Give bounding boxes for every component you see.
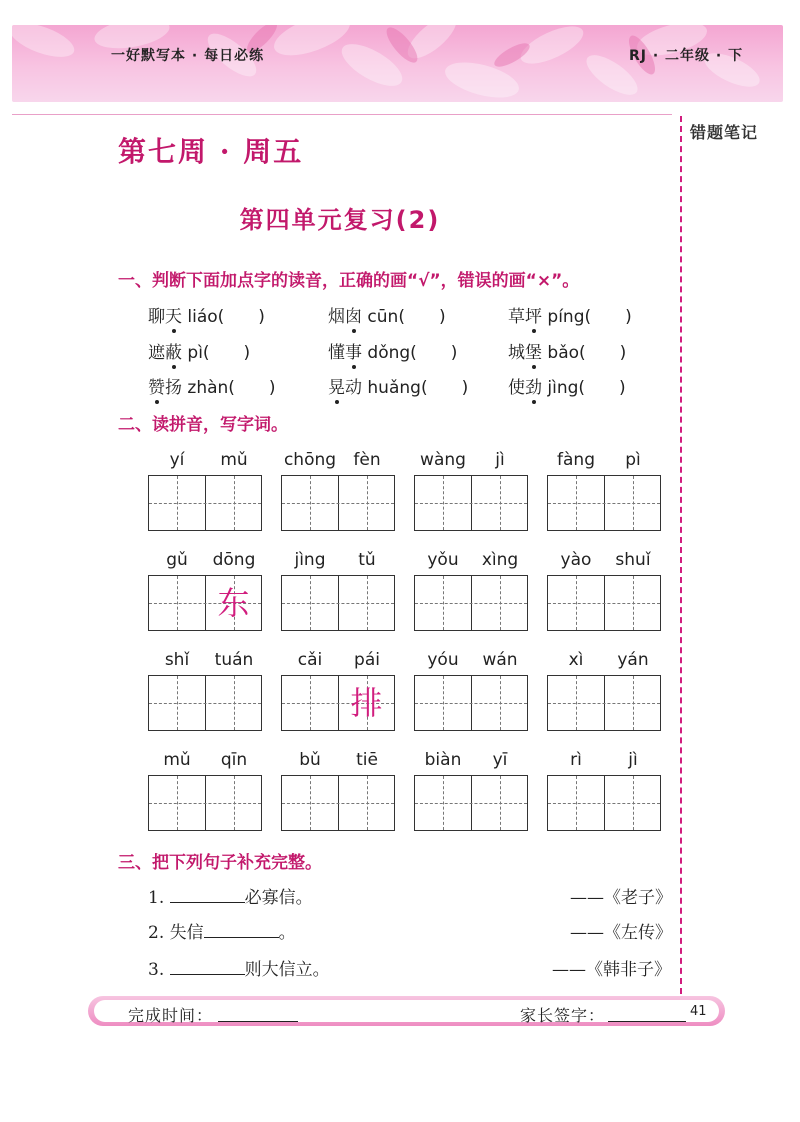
section1-heading: 一、判断下面加点字的读音，正确的画“√”，错误的画“×”。 [118, 271, 580, 291]
pinyin-label: pái [354, 650, 380, 670]
pinyin-label: fèn [353, 450, 381, 470]
q1-item: 晃动 huǎng( ) [328, 378, 469, 398]
completion-time-label: 完成时间： [128, 1006, 214, 1025]
pinyin-label: cǎi [297, 650, 323, 670]
q3-item: 2. 失信 。 [148, 923, 296, 943]
pinyin-label: shuǐ [615, 550, 651, 570]
answer-paren[interactable]: ( ) [228, 378, 276, 398]
pinyin-label: jì [495, 450, 505, 470]
pinyin-label: yào [560, 550, 592, 570]
tianzige-writing-box[interactable] [281, 575, 395, 631]
pinyin-label: mǔ [220, 450, 248, 470]
pinyin-label: jìng [294, 550, 326, 570]
pinyin-label: fàng [557, 450, 595, 470]
tianzige-writing-box[interactable] [414, 775, 528, 831]
pinyin-label: chōng [283, 450, 337, 470]
tianzige-writing-box[interactable] [547, 575, 661, 631]
header-divider [12, 114, 672, 115]
quote-source: ——《左传》 [570, 923, 672, 943]
q3-item: 1. 必寡信。 [148, 888, 313, 908]
tianzige-writing-box[interactable] [148, 475, 262, 531]
tianzige-writing-box[interactable] [547, 675, 661, 731]
handwritten-character: 排 [350, 684, 383, 722]
fill-blank[interactable] [170, 960, 245, 975]
q1-item: 使劲 jìng( ) [508, 378, 626, 398]
answer-paren[interactable]: ( ) [579, 343, 627, 363]
unit-title: 第四单元复习(2) [239, 206, 441, 234]
q1-item: 城堡 bǎo( ) [508, 343, 627, 363]
fill-blank[interactable] [204, 923, 279, 938]
pinyin-label: wàng [420, 450, 466, 470]
q3-item: 3. 则大信立。 [148, 960, 330, 980]
pinyin-label: yī [492, 750, 508, 770]
tianzige-writing-box[interactable] [281, 775, 395, 831]
week-title: 第七周 · 周五 [118, 135, 304, 168]
tianzige-writing-box[interactable] [148, 675, 262, 731]
pinyin-label: mǔ [163, 750, 191, 770]
q1-item: 懂事 dǒng( ) [328, 343, 458, 363]
q1-item: 聊天 liáo( ) [148, 307, 265, 327]
pinyin-label: shǐ [164, 650, 190, 670]
tianzige-writing-box[interactable] [414, 475, 528, 531]
edition-label: RJ · 二年级 · 下 [629, 48, 744, 64]
mistake-notes-label: 错题笔记 [690, 123, 759, 142]
pinyin-label: rì [570, 750, 582, 770]
section2-heading: 二、读拼音，写字词。 [118, 415, 288, 435]
fill-blank[interactable] [170, 888, 245, 903]
series-title: 一好默写本 · 每日必练 [111, 48, 265, 64]
q1-item: 草坪 píng( ) [508, 307, 632, 327]
q1-item: 烟囱 cūn( ) [328, 307, 446, 327]
answer-paren[interactable]: ( ) [202, 343, 251, 363]
tianzige-writing-box[interactable] [414, 675, 528, 731]
quote-source: ——《老子》 [570, 888, 672, 908]
pinyin-label: biàn [424, 750, 462, 770]
pinyin-label: gǔ [166, 550, 188, 570]
answer-paren[interactable]: ( ) [217, 307, 265, 327]
q1-item: 遮蔽 pì( ) [148, 343, 251, 363]
tianzige-writing-box[interactable] [281, 475, 395, 531]
completion-time-field[interactable] [218, 1021, 298, 1022]
parent-signature-field[interactable] [608, 1021, 686, 1022]
pinyin-label: yǒu [427, 550, 459, 570]
page-number: 41 [690, 1004, 707, 1019]
pinyin-label: jì [628, 750, 638, 770]
pinyin-label: pì [625, 450, 641, 470]
pinyin-label: yóu [427, 650, 459, 670]
quote-source: ——《韩非子》 [552, 960, 671, 980]
parent-signature-label: 家长签字： [520, 1006, 606, 1025]
pinyin-label: tuán [214, 650, 254, 670]
answer-paren[interactable]: ( ) [410, 343, 458, 363]
tianzige-writing-box[interactable] [547, 775, 661, 831]
pinyin-label: xì [568, 650, 584, 670]
tianzige-writing-box[interactable] [148, 775, 262, 831]
pinyin-label: wán [482, 650, 518, 670]
answer-paren[interactable]: ( ) [584, 307, 632, 327]
margin-dashed-line [680, 116, 682, 1004]
answer-paren[interactable]: ( ) [398, 307, 446, 327]
answer-paren[interactable]: ( ) [420, 378, 469, 398]
pinyin-label: bǔ [299, 750, 321, 770]
pinyin-label: tiē [356, 750, 378, 770]
section3-heading: 三、把下列句子补充完整。 [118, 853, 322, 873]
handwritten-character: 东 [217, 584, 250, 622]
tianzige-writing-box[interactable] [547, 475, 661, 531]
answer-paren[interactable]: ( ) [578, 378, 626, 398]
pinyin-label: tǔ [358, 550, 376, 570]
pinyin-label: qīn [220, 750, 248, 770]
pinyin-label: yán [617, 650, 649, 670]
tianzige-writing-box[interactable] [414, 575, 528, 631]
pinyin-label: dōng [212, 550, 256, 570]
pinyin-label: yí [169, 450, 185, 470]
q1-item: 赞扬 zhàn( ) [148, 378, 276, 398]
pinyin-label: xìng [481, 550, 519, 570]
